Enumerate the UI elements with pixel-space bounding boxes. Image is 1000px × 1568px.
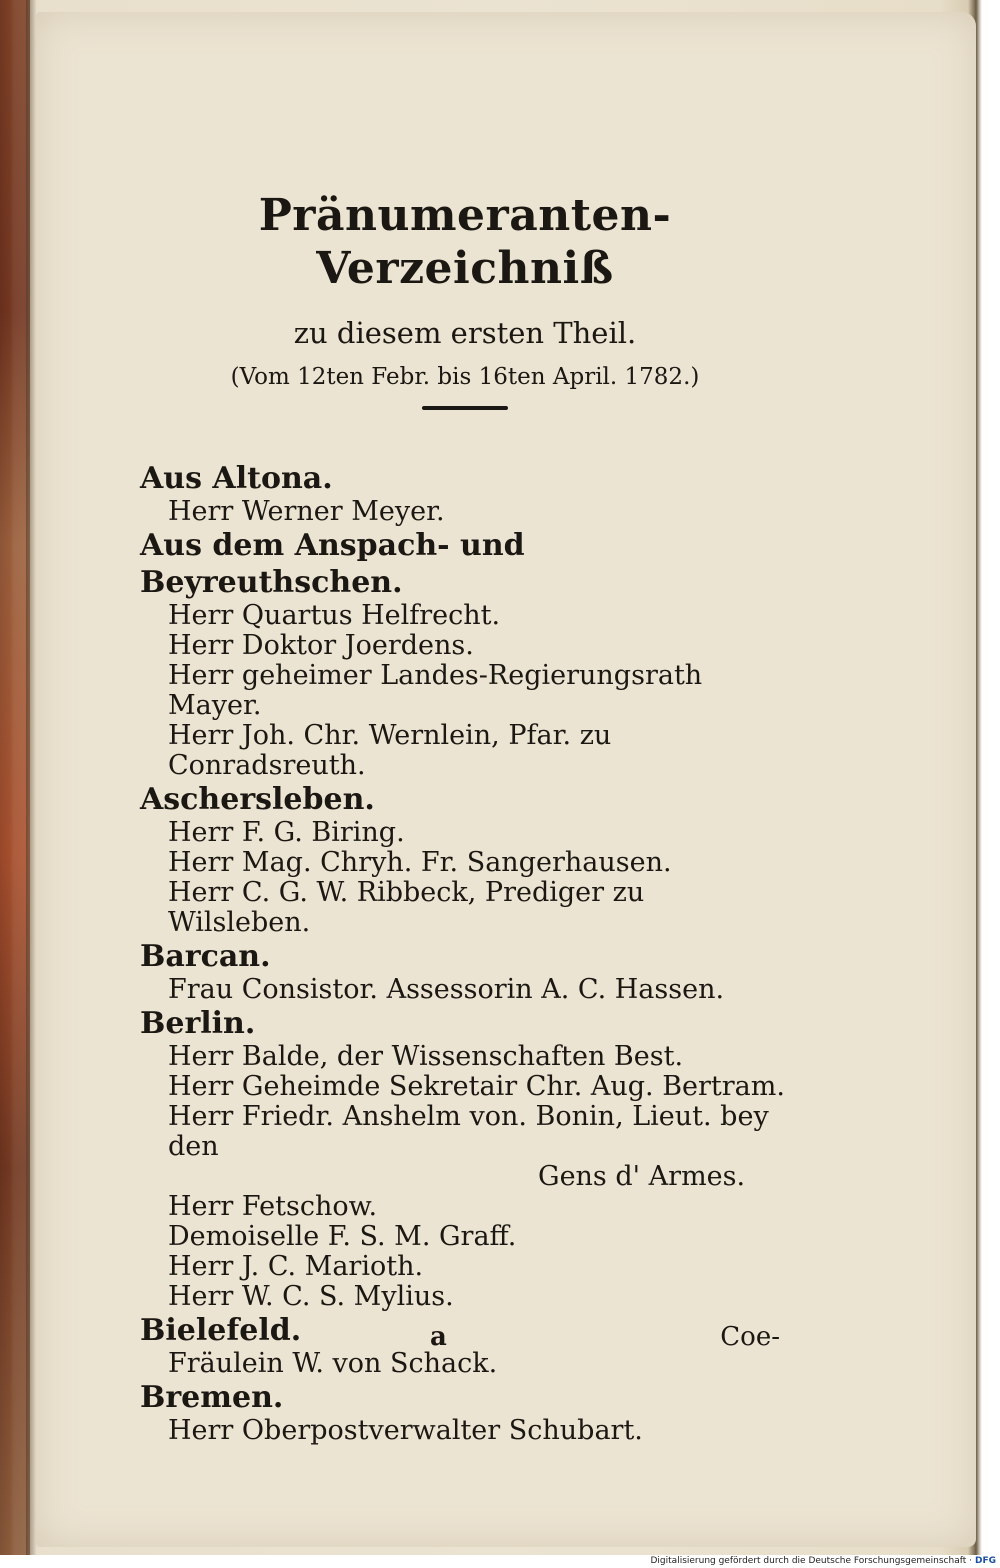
- subscriber-entry: Herr Doktor Joerdens.: [168, 629, 474, 661]
- place-heading: Barcan.: [140, 938, 271, 974]
- subscriber-entry: Herr Balde, der Wissenschaften Best.: [168, 1040, 684, 1072]
- subscriber-entry: Herr geheimer Landes-Regierungsrath Mayer.: [168, 659, 703, 721]
- page-footer: [140, 1322, 780, 1362]
- page-content: [140, 190, 790, 1446]
- subscriber-entry: Herr C. G. W. Ribbeck, Prediger zu Wilsleben.: [168, 876, 645, 938]
- place-heading: Aus Altona.: [140, 460, 333, 496]
- place-section: [140, 781, 790, 938]
- place-heading: Aus dem Anspach- und Beyreuthschen.: [140, 527, 525, 600]
- date-range: (Vom 12ten Febr. bis 16ten April. 1782.): [230, 364, 700, 391]
- spine-edge: [26, 0, 36, 1555]
- place-section: [140, 460, 790, 527]
- subscriber-entry: Herr Quartus Helfrecht.: [168, 599, 501, 631]
- subscriber-entry: Herr F. G. Biring.: [168, 816, 405, 848]
- subscriber-entry: Herr Mag. Chryh. Fr. Sangerhausen.: [168, 846, 672, 878]
- subscriber-entry: Herr Friedr. Anshelm von. Bonin, Lieut. bey den: [168, 1100, 769, 1162]
- place-heading: Berlin.: [140, 1005, 256, 1041]
- subscriber-entry: Herr J. C. Marioth.: [168, 1250, 424, 1282]
- place-section: [140, 938, 790, 1005]
- page-title: Pränumeranten-Verzeichniß: [258, 190, 672, 294]
- subscriber-entry: Fräulein W. von Schack.: [168, 1347, 498, 1379]
- subscriber-entry: Herr W. C. S. Mylius.: [168, 1280, 454, 1312]
- place-heading: Bremen.: [140, 1379, 284, 1415]
- subscriber-entry: Herr Werner Meyer.: [168, 495, 445, 527]
- subscriber-entry-continuation: Gens d' Armes.: [538, 1160, 746, 1192]
- subscriber-entry: Herr Joh. Chr. Wernlein, Pfar. zu Conradsreuth.: [168, 719, 612, 781]
- signature-mark: a: [430, 1322, 447, 1352]
- place-section: [140, 1379, 790, 1446]
- subscriber-list: [140, 460, 790, 1446]
- page-subtitle: zu diesem ersten Theil.: [293, 315, 637, 350]
- subscriber-entry: Herr Oberpostverwalter Schubart.: [168, 1414, 643, 1446]
- title-rule: [422, 406, 508, 410]
- subscriber-entry: Herr Fetschow.: [168, 1190, 378, 1222]
- place-heading: Aschersleben.: [140, 781, 375, 817]
- subscriber-entry: Frau Consistor. Assessorin A. C. Hassen.: [168, 973, 725, 1005]
- credit-text: Digitalisierung gefördert durch die Deutsche Forschungsgemeinschaft ·: [650, 1556, 972, 1566]
- place-section: [140, 1005, 790, 1312]
- subscriber-entry: Herr Geheimde Sekretair Chr. Aug. Bertram.: [168, 1070, 785, 1102]
- catchword: Coe-: [720, 1322, 780, 1352]
- subscriber-entry: Demoiselle F. S. M. Graff.: [168, 1220, 517, 1252]
- place-section: [140, 527, 790, 781]
- dfg-logo: DFG: [974, 1556, 996, 1566]
- place-heading: Bielefeld.: [140, 1312, 302, 1348]
- digitization-credit: [647, 1555, 997, 1568]
